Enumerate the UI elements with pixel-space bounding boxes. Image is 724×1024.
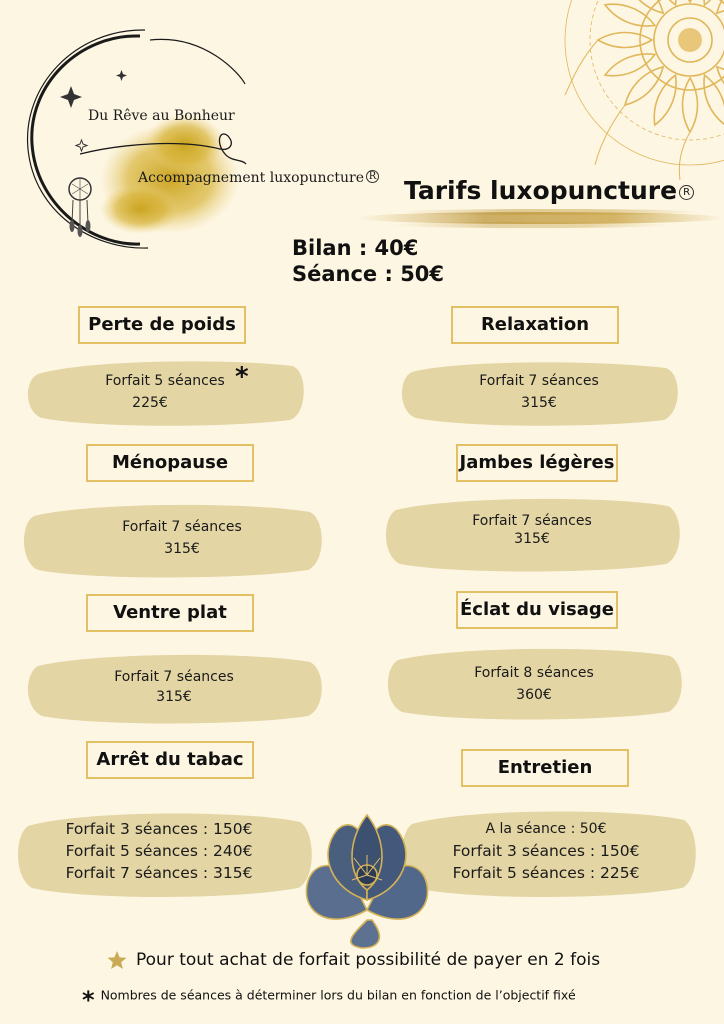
logo-graphic — [20, 14, 250, 254]
payment-note — [106, 950, 600, 970]
arret-du-tabac-line3: Forfait 7 séances : 315€ — [65, 864, 253, 882]
logo-subtitle-text: Accompagnement luxopuncture — [138, 170, 364, 186]
arret-du-tabac-line1: Forfait 3 séances : 150€ — [65, 820, 253, 838]
entretien-line2: Forfait 3 séances : 150€ — [452, 842, 640, 860]
heading-ventre-plat: Ventre plat — [86, 594, 254, 632]
price-card-arret-du-tabac — [14, 808, 314, 900]
asterisk-note-icon: * — [82, 986, 95, 1014]
title-registered-mark: R — [679, 185, 694, 200]
jambes-legeres-line1: Forfait 7 séances — [472, 513, 592, 529]
gold-dust-decoration — [340, 198, 720, 238]
asterisk-note — [82, 982, 576, 1014]
asterisk-icon: * — [235, 362, 249, 392]
menopause-line2: 315€ — [164, 541, 200, 557]
entretien-line3: Forfait 5 séances : 225€ — [452, 864, 640, 882]
heading-jambes-legeres: Jambes légères — [456, 444, 618, 482]
eclat-du-visage-line2: 360€ — [516, 687, 552, 703]
payment-note-text: Pour tout achat de forfait possibilité de payer en 2 fois — [136, 950, 601, 970]
price-card-perte-de-poids — [24, 356, 306, 428]
perte-de-poids-line1: Forfait 5 séances — [105, 373, 225, 389]
perte-de-poids-line2: 225€ — [132, 395, 168, 411]
price-card-menopause — [20, 500, 324, 580]
price-card-jambes-legeres — [382, 494, 682, 574]
relaxation-line1: Forfait 7 séances — [479, 373, 599, 389]
heading-perte-de-poids: Perte de poids — [78, 306, 246, 344]
heading-arret-du-tabac: Arrêt du tabac — [86, 741, 254, 779]
heading-relaxation: Relaxation — [451, 306, 619, 344]
heading-entretien: Entretien — [461, 749, 629, 787]
price-card-ventre-plat — [24, 650, 324, 726]
jambes-legeres-line2: 315€ — [514, 531, 550, 547]
page-title-text: Tarifs luxopuncture — [404, 176, 678, 205]
eclat-du-visage-line1: Forfait 8 séances — [474, 665, 594, 681]
price-card-eclat-du-visage — [384, 644, 684, 722]
logo-subtitle — [138, 170, 379, 186]
registered-mark: R — [366, 170, 379, 183]
logo-name: Du Rêve au Bonheur — [88, 108, 235, 124]
dreamcatcher-icon — [69, 178, 91, 237]
asterisk-note-text: Nombres de séances à déterminer lors du bilan en fonction de l’objectif fixé — [100, 987, 576, 1003]
price-card-relaxation — [398, 356, 680, 428]
arret-du-tabac-line2: Forfait 5 séances : 240€ — [65, 842, 253, 860]
flower-icon — [292, 800, 442, 950]
menopause-line1: Forfait 7 séances — [122, 519, 242, 535]
price-card-entretien — [398, 806, 698, 900]
star-icon — [106, 950, 128, 970]
relaxation-line2: 315€ — [521, 395, 557, 411]
heading-eclat-du-visage: Éclat du visage — [456, 591, 618, 629]
seance-price: Séance : 50€ — [292, 262, 445, 286]
ventre-plat-line2: 315€ — [156, 689, 192, 705]
mandala-icon — [540, 0, 724, 200]
entretien-line1: A la séance : 50€ — [485, 821, 607, 837]
bilan-price: Bilan : 40€ — [292, 236, 419, 260]
heading-menopause: Ménopause — [86, 444, 254, 482]
ventre-plat-line1: Forfait 7 séances — [114, 669, 234, 685]
